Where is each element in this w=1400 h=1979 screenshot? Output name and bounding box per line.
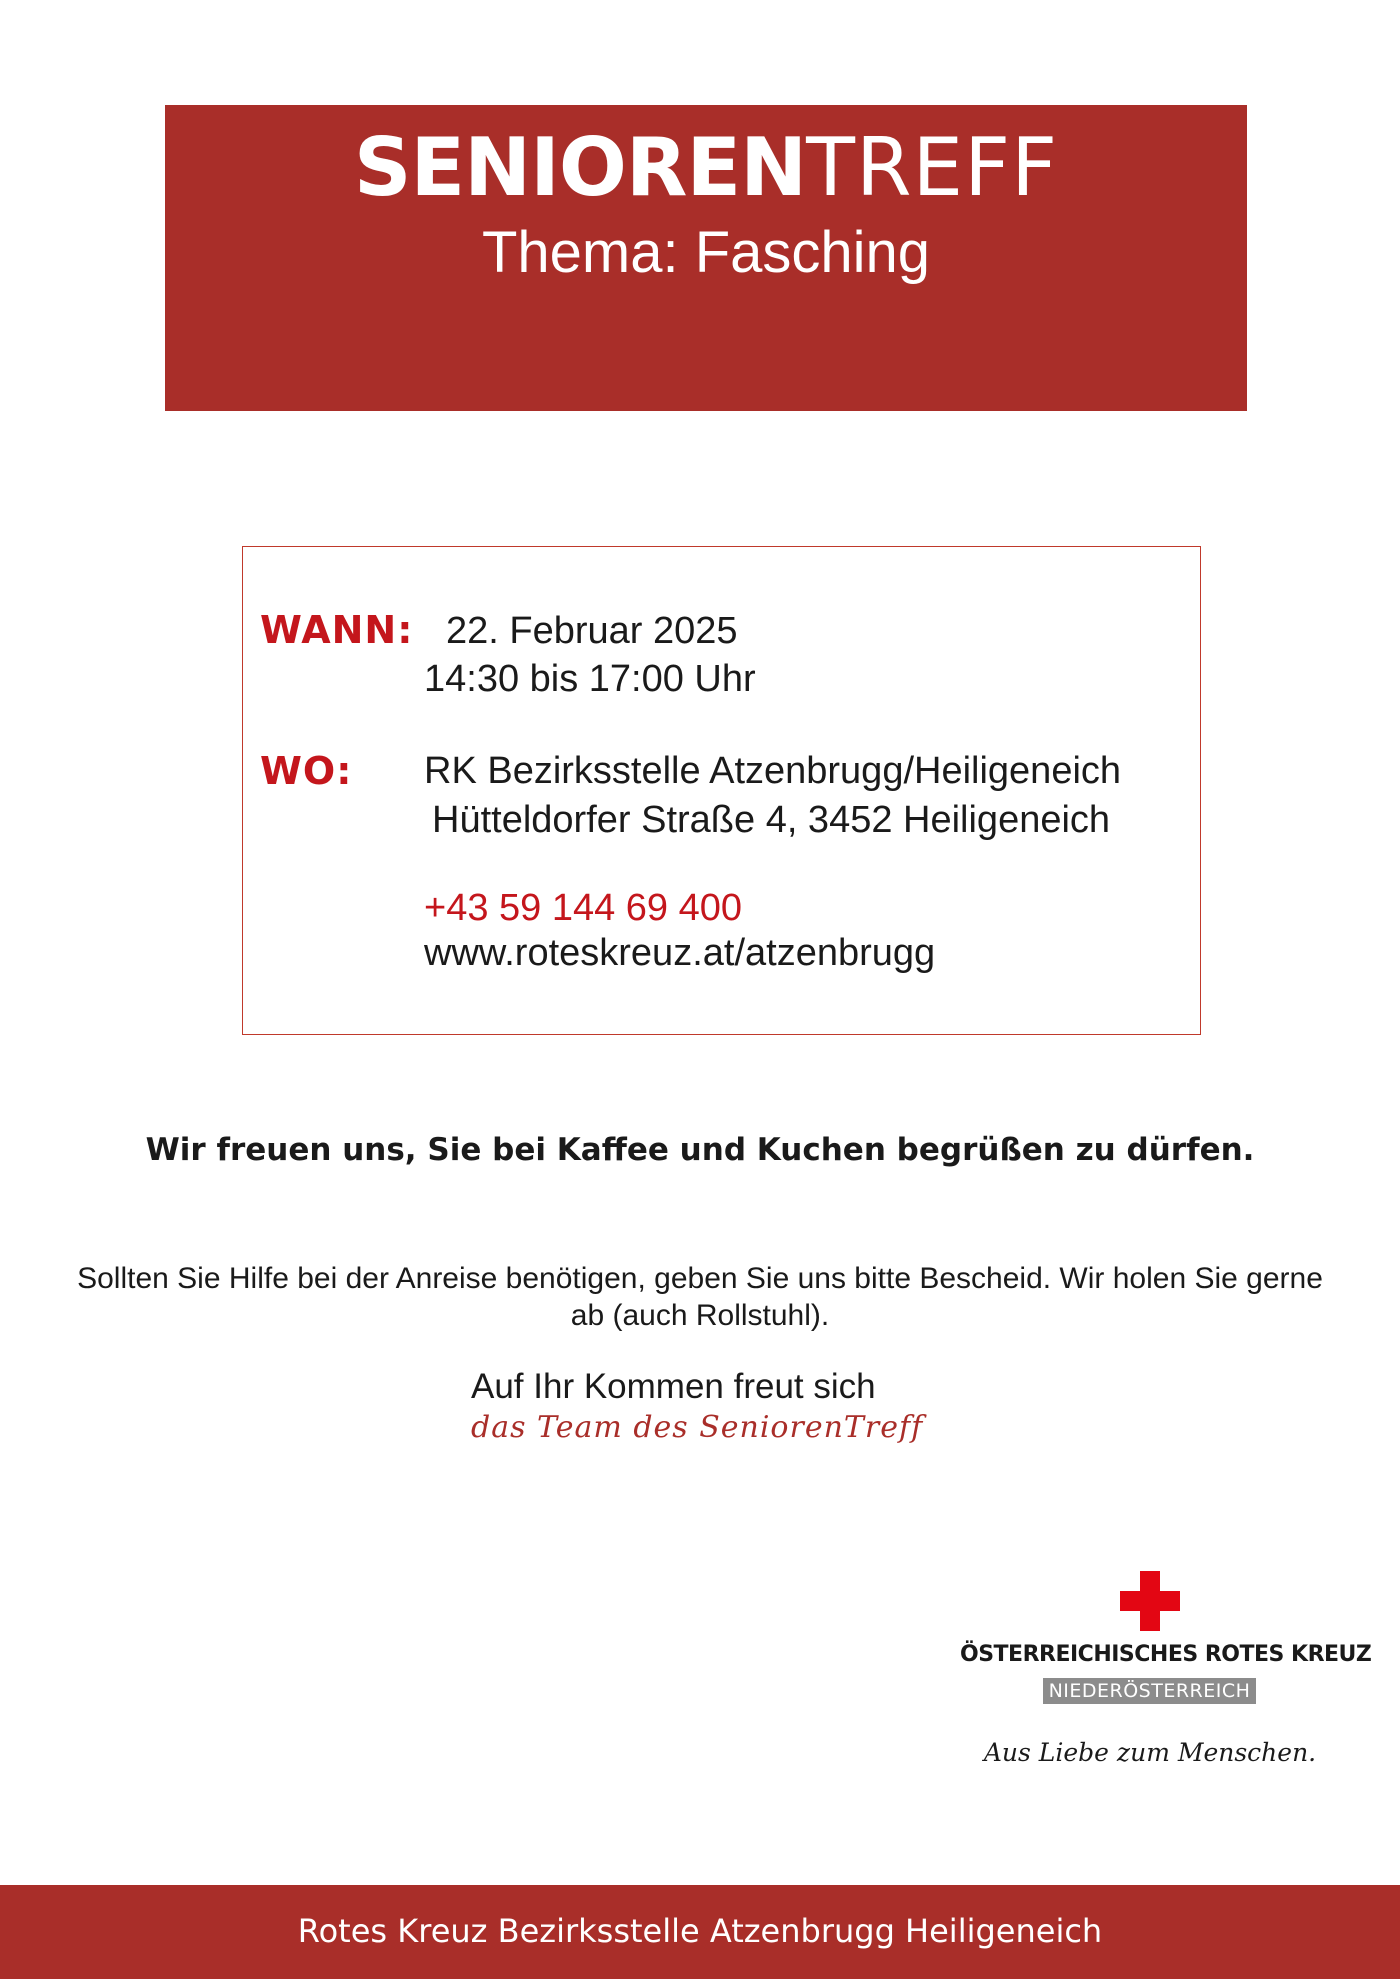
red-cross-icon: [1120, 1571, 1180, 1631]
topic-subtitle: Thema: Fasching: [481, 220, 931, 285]
closing-text: Auf Ihr Kommen freut sich: [471, 1367, 876, 1406]
website-link[interactable]: www.roteskreuz.at/atzenbrugg: [424, 932, 936, 974]
phone-number[interactable]: +43 59 144 69 400: [424, 887, 743, 929]
header-banner: [165, 105, 1247, 411]
event-date: 22. Februar 2025: [446, 610, 738, 652]
signature-text: das Team des SeniorenTreff: [471, 1410, 924, 1445]
footer-text: Rotes Kreuz Bezirksstelle Atzenbrugg Heiligeneich: [297, 1912, 1103, 1950]
slogan: Aus Liebe zum Menschen.: [983, 1738, 1317, 1767]
region-badge: NIEDERÖSTERREICH: [1043, 1678, 1256, 1704]
when-label: WANN:: [260, 608, 414, 652]
title-light: TREFF: [806, 121, 1059, 214]
greeting-text: Wir freuen uns, Sie bei Kaffee und Kuchen begrüßen zu dürfen.: [145, 1132, 1255, 1168]
where-label: WO:: [260, 749, 353, 793]
page-title: [165, 123, 1247, 213]
event-time: 14:30 bis 17:00 Uhr: [424, 658, 756, 700]
red-cross-logo: [960, 1565, 1372, 1785]
title-bold: SENIOREN: [353, 121, 807, 214]
org-name: ÖSTERREICHISCHES ROTES KREUZ: [960, 1642, 1372, 1667]
footer-bar: [0, 1885, 1400, 1979]
event-address: Hütteldorfer Straße 4, 3452 Heiligeneich: [432, 799, 1111, 841]
event-location: RK Bezirksstelle Atzenbrugg/Heiligeneich: [424, 750, 1122, 792]
help-text: Sollten Sie Hilfe bei der Anreise benötigen, geben Sie uns bitte Bescheid. Wir holen Sie gerne ab (auch Rollstuhl).: [77, 1262, 1323, 1332]
